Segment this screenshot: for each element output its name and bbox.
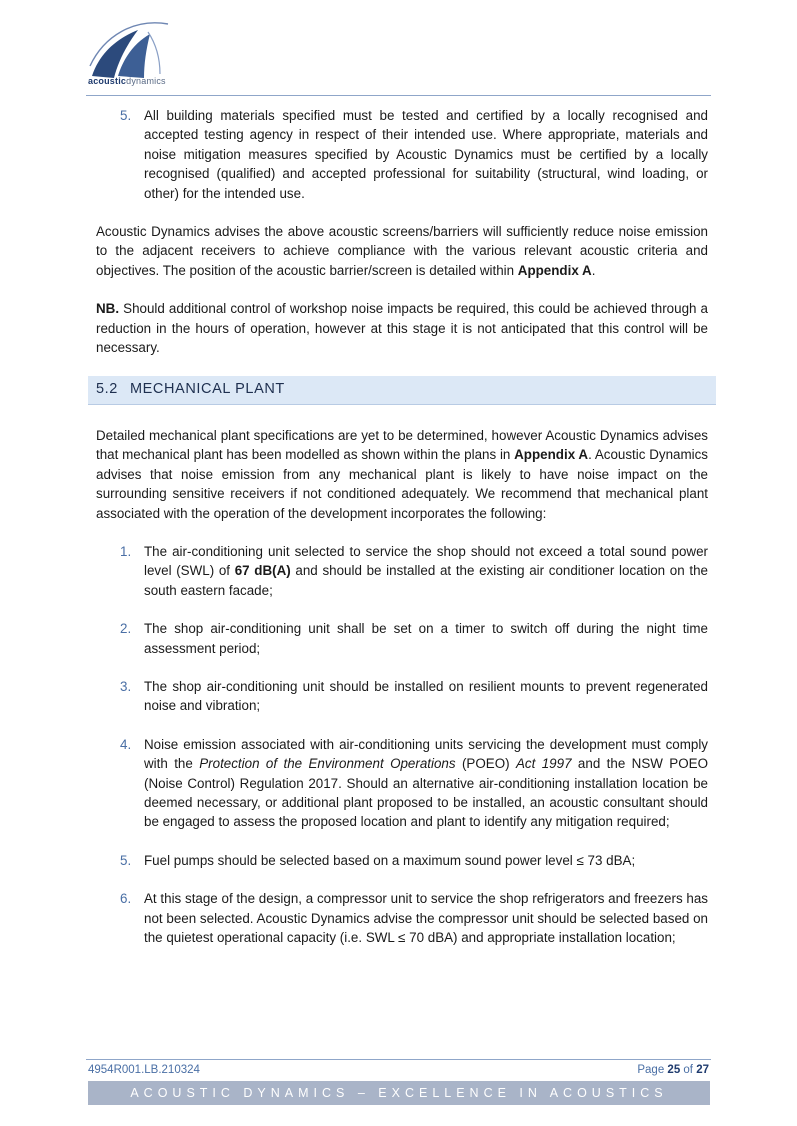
list-item: 6. At this stage of the design, a compressor unit to service the shop refrigerators and freezers has not been selected. Acoustic Dynamics advise the compressor unit should be selected based on the quietest operational capacity (i.e. SWL ≤ 70 dBA) and appropriate installation location;: [120, 891, 708, 945]
list-number: 6.: [120, 891, 132, 907]
header-divider: [86, 95, 711, 96]
list-number: 3.: [120, 678, 132, 694]
paragraph-barrier-summary: Acoustic Dynamics advises the above acoustic screens/barriers will sufficiently reduce noise emission to the adjacent receivers to achieve compliance with the various relevant acoustic criteria and objectives. The position of the acoustic barrier/screen is detailed within Appendix A.: [96, 224, 708, 278]
requirements-list-top: [96, 106, 708, 203]
list-item: [96, 106, 708, 203]
list-text: All building materials specified must be tested and certified by a locally recognised and accepted testing agency in respect of their intended use. Where appropriate, materials and noise mitigation measures specified by Acoustic Dynamics must be certified by a locally recognised (qualified) and accepted professional for suitability (structural, wind loading, or other) for the intended use.: [144, 108, 708, 201]
document-reference: 4954R001.LB.210324: [88, 1064, 200, 1076]
section-number: 5.2: [96, 381, 118, 398]
list-number: 4.: [120, 736, 132, 752]
footer-divider: [86, 1059, 711, 1060]
section-heading: [88, 376, 716, 404]
list-item: 2. The shop air-conditioning unit shall be set on a timer to switch off during the night time assessment period;: [120, 621, 708, 656]
mechanical-plant-list: [96, 542, 708, 948]
list-item: 1. The air-conditioning unit selected to service the shop should not exceed a total sound power level (SWL) of 67 dB(A) and should be installed at the existing air conditioner location on the south eastern facade;: [120, 543, 708, 598]
list-item: 5. Fuel pumps should be selected based on a maximum sound power level ≤ 73 dBA;: [96, 851, 708, 870]
paragraph-note: NB. Should additional control of workshop noise impacts be required, this could be achieved through a reduction in the hours of operation, however at this stage it is not anticipated that this control will be necessary.: [96, 301, 708, 356]
list-number: 5.: [120, 108, 132, 123]
logo-wordmark: acousticdynamics: [88, 76, 166, 86]
appendix-reference: Appendix A: [514, 447, 589, 463]
note-label: NB.: [96, 301, 120, 317]
paragraph-mechanical-intro: Detailed mechanical plant specifications are yet to be determined, however Acoustic Dynamics advises that mechanical plant has been modelled as shown within the plans in Appendix A. Acoustic Dynamics advises that noise emission from any mechanical plant is likely to have noise impact on the surrounding sensitive receivers if not conditioned adequately. We recommend that mechanical plant associated with the operation of the development incorporates the following:: [96, 427, 708, 521]
footer-tagline: ACOUSTIC DYNAMICS – EXCELLENCE IN ACOUSTICS: [88, 1081, 710, 1105]
list-number: 1.: [120, 543, 132, 559]
list-item: 3. The shop air-conditioning unit should be installed on resilient mounts to prevent regenerated noise and vibration;: [120, 678, 708, 714]
list-number: 2.: [120, 621, 132, 637]
section-title: MECHANICAL PLANT: [129, 381, 285, 398]
appendix-reference: Appendix A: [517, 262, 592, 278]
page-content: [96, 106, 708, 966]
page-number: Page 25 of 27: [637, 1064, 709, 1076]
list-number: 5.: [120, 852, 132, 868]
list-item: 4. Noise emission associated with air-conditioning units servicing the development must comply with the Protection of the Environment Operations (POEO) Act 1997 and the NSW POEO (Noise Control) Regulation 2017. Should an alternative air-conditioning installation location be deemed necessary, or additional plant proposed to be installed, an acoustic consultant should be engaged to assess the proposed location and plant to identify any mitigation required;: [120, 736, 709, 830]
